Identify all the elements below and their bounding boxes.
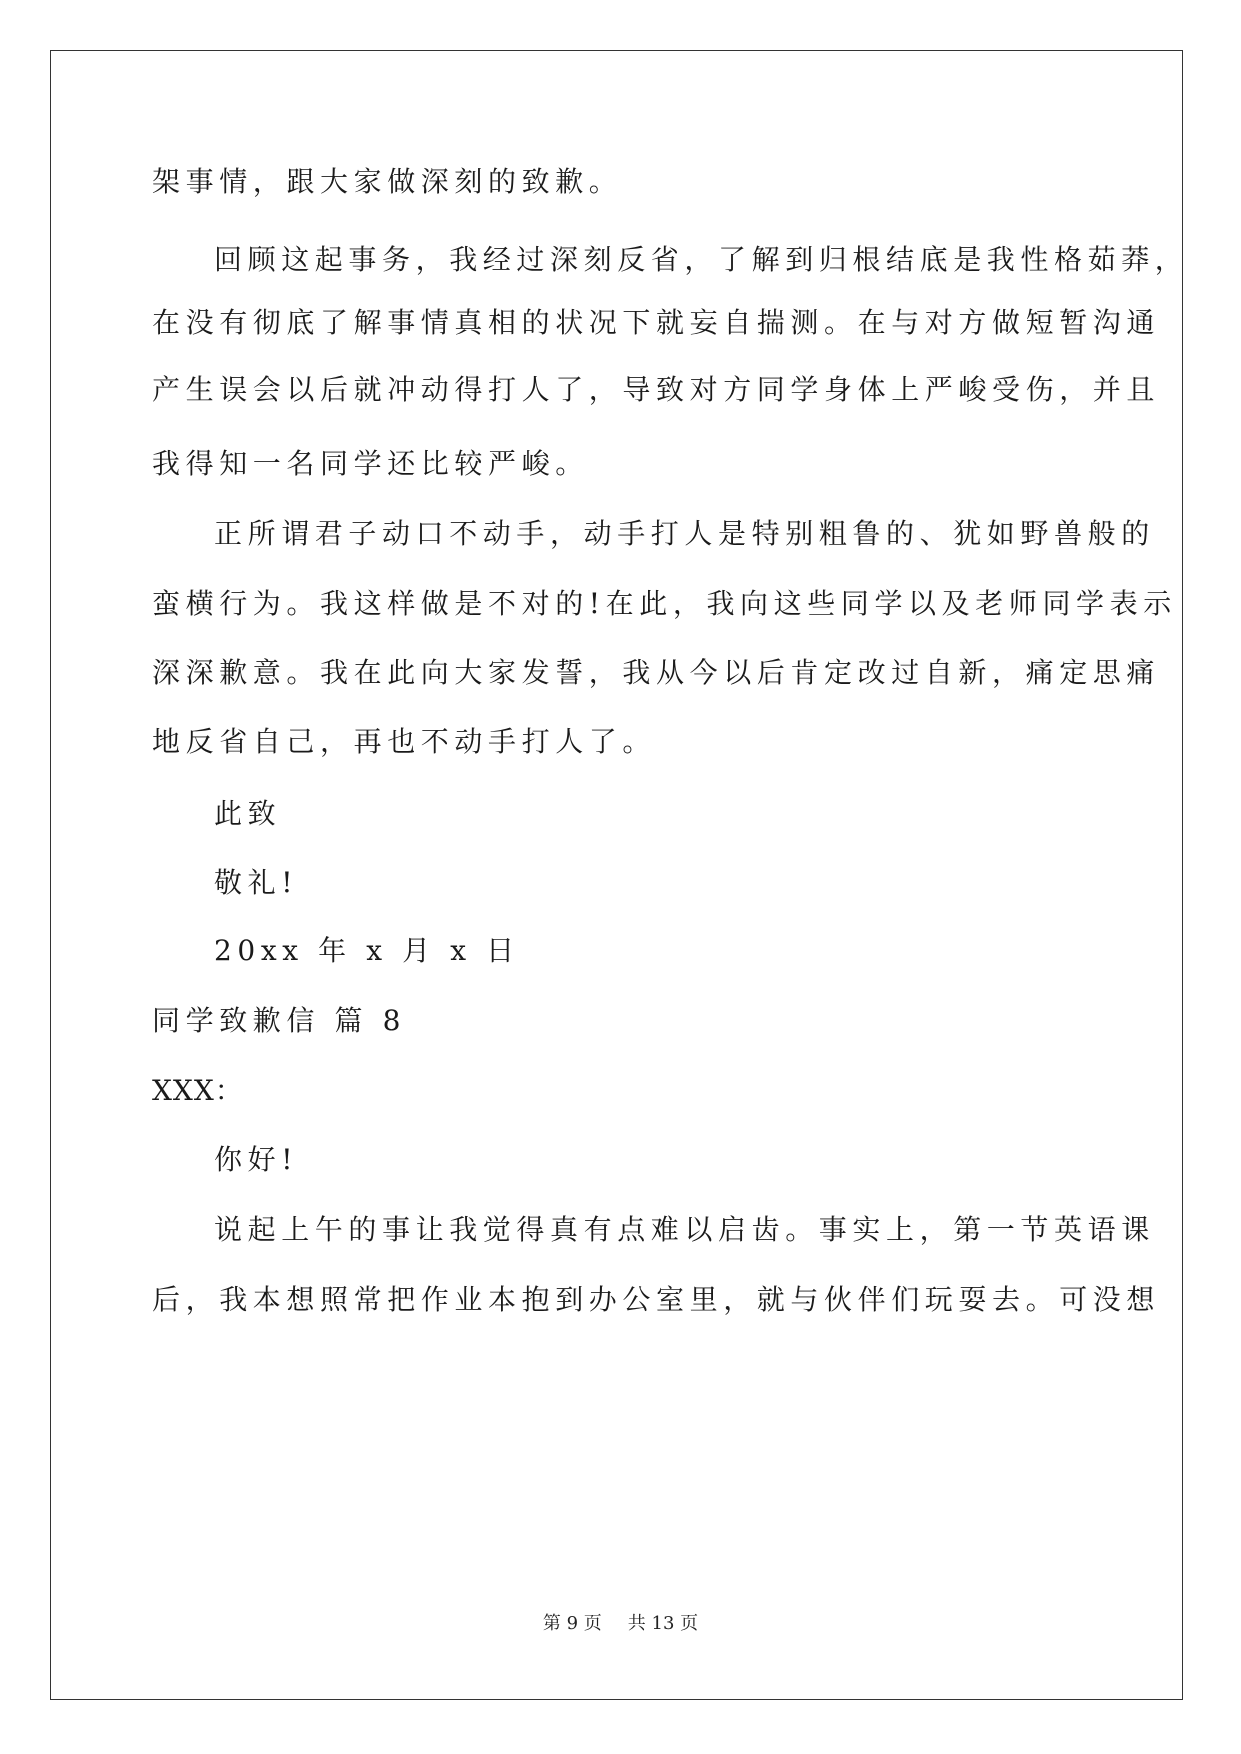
page-footer xyxy=(0,1612,1241,1636)
date-line: 20xx 年 x 月 x 日 xyxy=(214,934,520,967)
text-line: 架事情，跟大家做深刻的致歉。 xyxy=(152,165,623,198)
text-line: 地反省自己，再也不动手打人了。 xyxy=(152,725,657,758)
greeting-line: 你好! xyxy=(214,1143,299,1176)
text-line: 后，我本想照常把作业本抱到办公室里，就与伙伴们玩耍去。可没想 xyxy=(152,1283,1161,1316)
paragraph-line: 回顾这起事务，我经过深刻反省，了解到归根结底是我性格茹莽， xyxy=(214,243,1189,276)
section-heading: 同学致歉信 篇 8 xyxy=(152,1004,407,1037)
recipient-line: XXX： xyxy=(152,1074,244,1107)
paragraph-line: 说起上午的事让我觉得真有点难以启齿。事实上，第一节英语课 xyxy=(214,1213,1155,1246)
page-total: 共 13 页 xyxy=(627,1613,699,1634)
text-line: 蛮横行为。我这样做是不对的!在此，我向这些同学以及老师同学表示 xyxy=(152,587,1177,620)
salutation-line: 敬礼! xyxy=(214,866,299,899)
text-line: 深深歉意。我在此向大家发誓，我从今以后肯定改过自新，痛定思痛 xyxy=(152,656,1161,689)
text-line: 我得知一名同学还比较严峻。 xyxy=(152,447,589,480)
text-line: 在没有彻底了解事情真相的状况下就妄自揣测。在与对方做短暂沟通 xyxy=(152,306,1161,339)
closing-line: 此致 xyxy=(214,797,282,830)
text-line: 产生误会以后就冲动得打人了，导致对方同学身体上严峻受伤，并且 xyxy=(152,373,1161,406)
page-number: 第 9 页 xyxy=(542,1613,602,1634)
paragraph-line: 正所谓君子动口不动手，动手打人是特别粗鲁的、犹如野兽般的 xyxy=(214,517,1155,550)
